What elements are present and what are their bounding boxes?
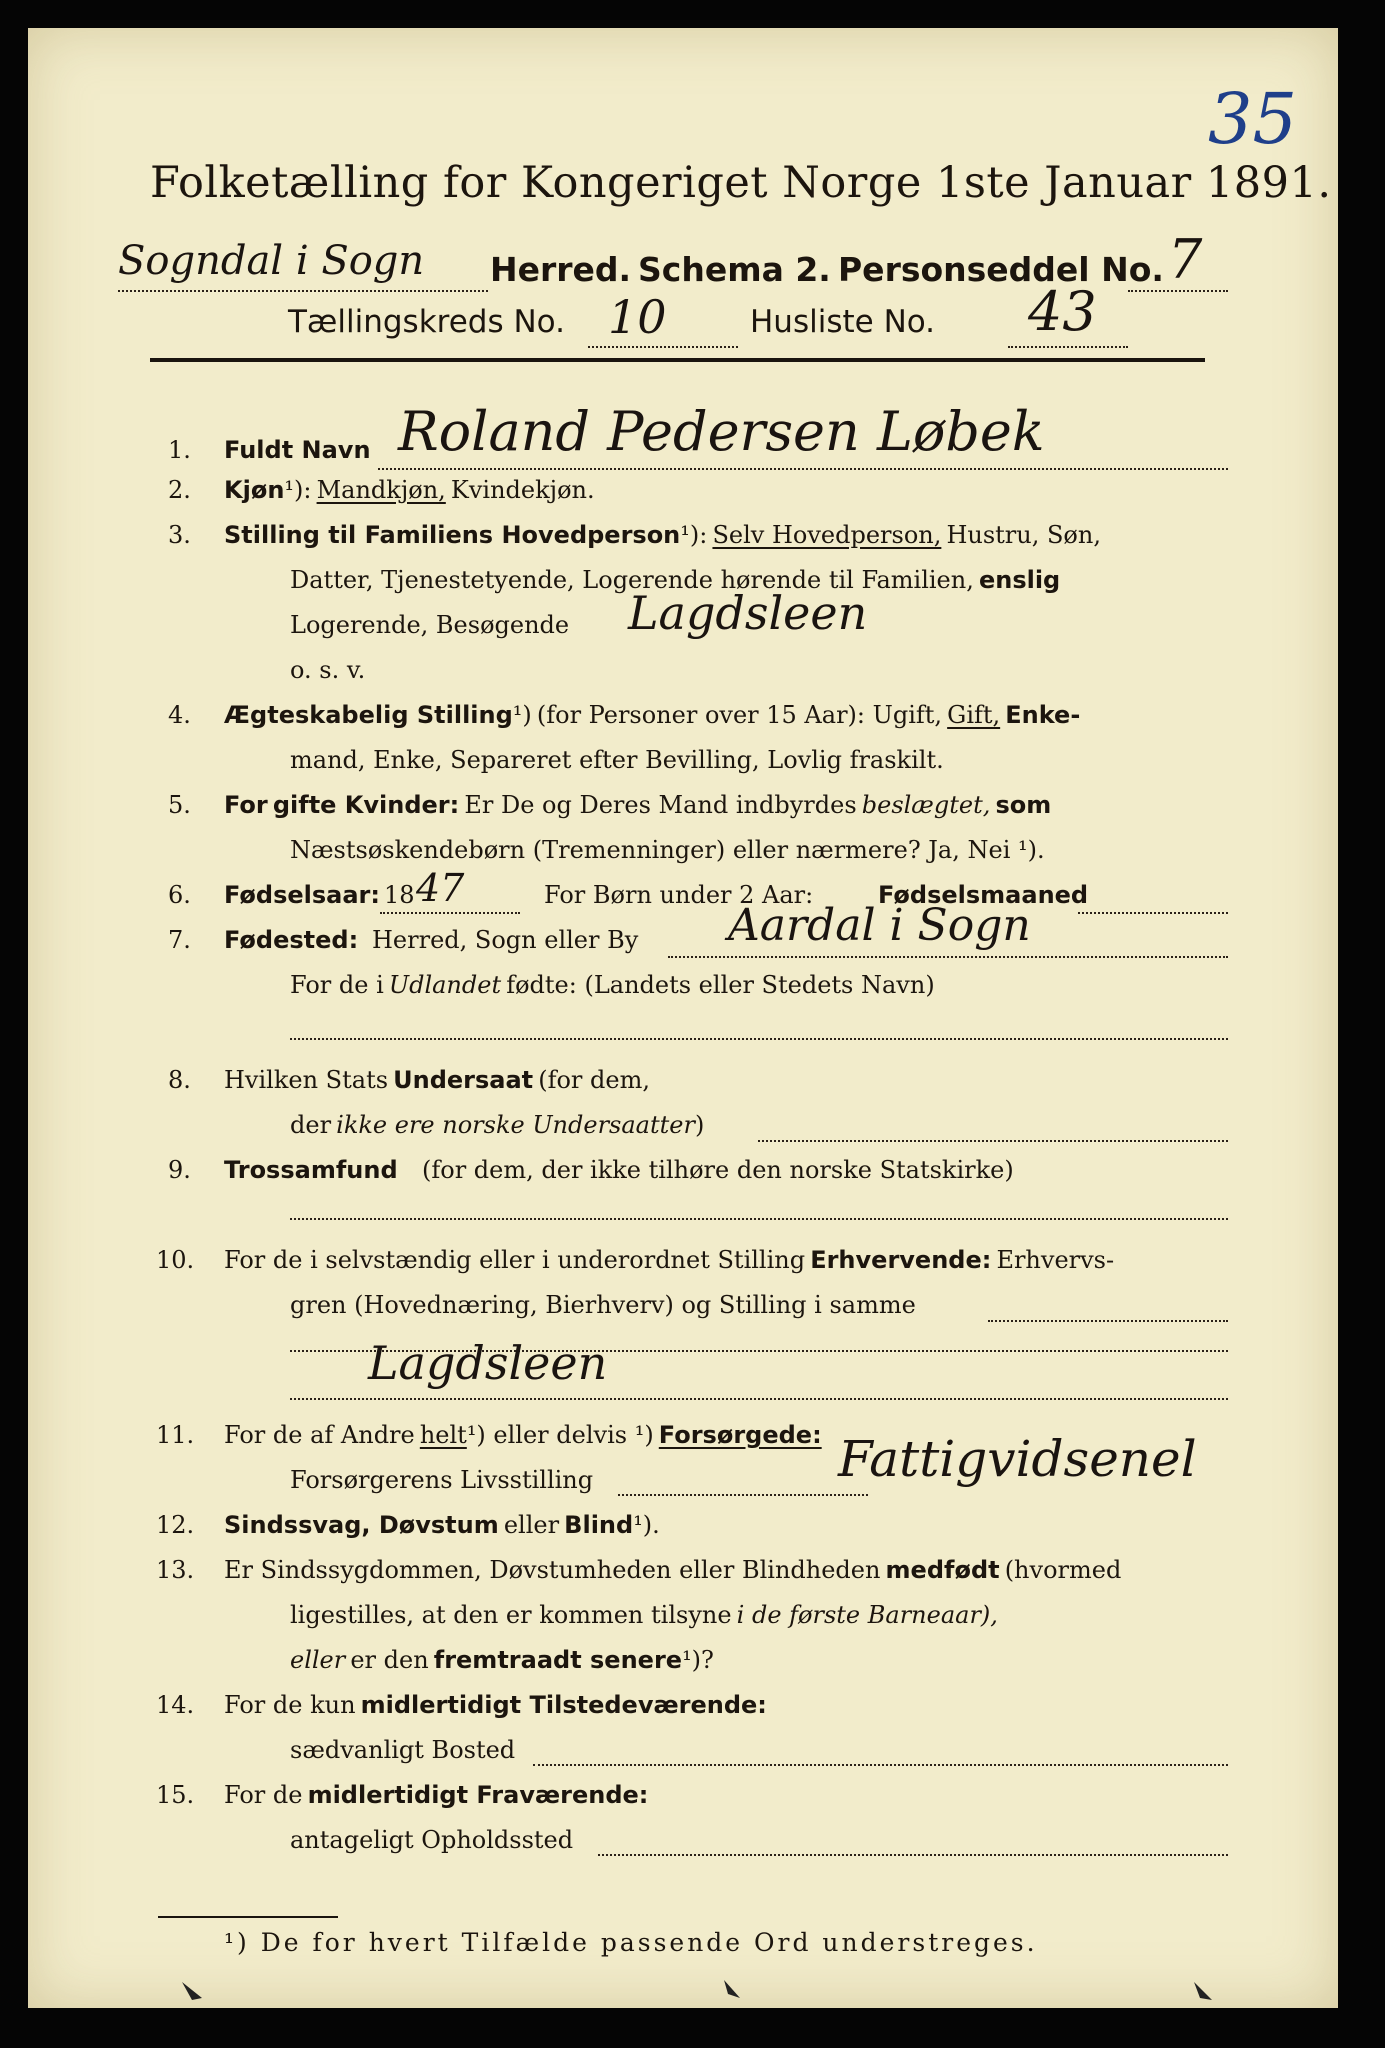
q9-label: Trossamfund xyxy=(224,1156,398,1184)
q13-label: medfødt xyxy=(885,1556,1000,1584)
q13-line3: er den xyxy=(350,1646,429,1674)
q7-label: Fødested: xyxy=(224,926,359,954)
q3-line4: o. s. v. xyxy=(290,656,366,684)
q11-helt: helt xyxy=(419,1421,467,1449)
q8-label: Undersaat xyxy=(393,1066,534,1094)
header-rule xyxy=(150,358,1205,362)
q4-enke: Enke- xyxy=(1005,701,1081,729)
census-form xyxy=(28,28,1338,2008)
q14-pre: For de kun xyxy=(224,1691,356,1719)
q9-text: (for dem, der ikke tilhøre den norske Statskirke) xyxy=(422,1156,1014,1184)
q15-row1 xyxy=(224,1781,648,1809)
q4-row1 xyxy=(224,701,1080,729)
q12-number: 12. xyxy=(156,1511,195,1539)
husliste-label: Husliste No. xyxy=(750,304,936,340)
q3-rest1: Hustru, Søn, xyxy=(946,521,1101,549)
q10-row1 xyxy=(224,1246,1114,1274)
q3-line3: Logerende, Besøgende xyxy=(290,611,570,639)
q4-line2: mand, Enke, Separeret efter Bevilling, Lovlig fraskilt. xyxy=(290,746,944,774)
q1-answer: Roland Pedersen Løbek xyxy=(398,400,1045,463)
q8-text: (for dem, xyxy=(538,1066,650,1094)
q3-enslig: enslig xyxy=(978,566,1061,594)
q8-row2: der ikke ere norske Undersaatter) xyxy=(290,1111,705,1139)
q3-line2: Datter, Tjenestetyende, Logerende hørende til Familien, xyxy=(290,566,974,594)
q2-row xyxy=(224,476,595,504)
q5-line2: Næstsøskendebørn (Tremenninger) eller nærmere? Ja, Nei ¹). xyxy=(290,836,1045,864)
q9-number: 9. xyxy=(168,1156,191,1184)
q6-label: Fødselsaar: xyxy=(224,881,380,909)
q12-tail: ¹). xyxy=(633,1511,660,1539)
q12-label2: Blind xyxy=(564,1511,634,1539)
q4-label: Ægteskabelig Stilling xyxy=(224,701,513,729)
q11-line2: Forsørgerens Livsstilling xyxy=(290,1466,594,1494)
q14-number: 14. xyxy=(156,1691,195,1719)
q6-answer: 47 xyxy=(416,866,465,910)
q1-dotline xyxy=(378,468,1228,470)
q8-number: 8. xyxy=(168,1066,191,1094)
q7-foreign-dotline xyxy=(290,1038,1228,1040)
q10-dotline3 xyxy=(290,1398,1228,1400)
q11-answer: Fattigvidsenel xyxy=(838,1430,1197,1488)
q6-label2: Fødselsmaaned xyxy=(878,881,1089,909)
q15-dotline xyxy=(598,1854,1228,1856)
q11-row1 xyxy=(224,1421,822,1449)
q14-line2: sædvanligt Bosted xyxy=(290,1736,516,1764)
q13-label3: fremtraadt senere xyxy=(433,1646,683,1674)
husliste-handwritten: 43 xyxy=(1028,280,1097,343)
q3-answer: Lagdsleen xyxy=(628,586,868,640)
q15-pre: For de xyxy=(224,1781,303,1809)
q3-sup: ¹): xyxy=(680,521,708,549)
q11-label: Forsørgede: xyxy=(658,1421,822,1449)
q5-row1 xyxy=(224,791,1051,819)
corner-mark-left xyxy=(178,1978,208,2004)
q10-label: Erhvervende: xyxy=(810,1246,992,1274)
q7-line2b: fødte: (Landets eller Stedets Navn) xyxy=(506,971,935,999)
schema-label: Schema 2. xyxy=(638,250,831,289)
personseddel-label: Personseddel No. xyxy=(838,250,1164,289)
q8-dotline xyxy=(758,1140,1228,1142)
q13-line2-italic: i de første Barneaar), xyxy=(736,1601,998,1629)
q2-sup: ¹): xyxy=(284,476,312,504)
q13-line3-tail: ¹)? xyxy=(682,1646,714,1674)
q8-line2-italic: ikke ere norske Undersaatter xyxy=(336,1111,695,1139)
q6-prefix: 18 xyxy=(384,881,415,909)
q1-number: 1. xyxy=(168,436,191,464)
herred-label: Herred. xyxy=(490,250,632,289)
q8-line2a: der xyxy=(290,1111,332,1139)
q3-row1 xyxy=(224,521,1101,549)
q5-italic: beslægtet, xyxy=(861,791,991,819)
q1-label: Fuldt Navn xyxy=(224,436,371,464)
herred-handwritten: Sogndal i Sogn xyxy=(118,238,425,284)
q11-number: 11. xyxy=(156,1421,195,1449)
q10-answer: Lagdsleen xyxy=(368,1336,608,1390)
q11-text: For de af Andre xyxy=(224,1421,415,1449)
kreds-label: Tællingskreds No. xyxy=(288,304,565,340)
q10-dotline1 xyxy=(988,1320,1228,1322)
page-number: 35 xyxy=(1208,78,1298,160)
q13-text: Er Sindssygdommen, Døvstumheden eller Blindheden xyxy=(224,1556,881,1584)
q8-row1 xyxy=(224,1066,650,1094)
q2-number: 2. xyxy=(168,476,191,504)
corner-mark-right xyxy=(1188,1978,1218,2004)
q13-line3-italic: eller xyxy=(290,1646,346,1674)
husliste-dotline xyxy=(1008,346,1128,348)
q7-line2a: For de i xyxy=(290,971,384,999)
q6-number: 6. xyxy=(168,881,191,909)
q13-row1 xyxy=(224,1556,1121,1584)
q12-mid: eller xyxy=(503,1511,560,1539)
q6-month-dotline xyxy=(1078,912,1228,914)
q12-row xyxy=(224,1511,660,1539)
q5-number: 5. xyxy=(168,791,191,819)
q5-label: gifte Kvinder: xyxy=(272,791,460,819)
q14-label: midlertidigt Tilstedeværende: xyxy=(360,1691,767,1719)
q2-label: Kjøn xyxy=(224,476,285,504)
kreds-handwritten: 10 xyxy=(608,290,667,344)
kreds-dotline xyxy=(588,346,738,348)
footnote-rule xyxy=(158,1916,338,1918)
q3-label: Stilling til Familiens Hovedperson xyxy=(224,521,681,549)
q4-selected: Gift, xyxy=(947,701,1001,729)
q10-line2: gren (Hovednæring, Bierhverv) og Stilling i samme xyxy=(290,1291,916,1319)
q5-pre: For xyxy=(224,791,268,819)
footnote: ¹) De for hvert Tilfælde passende Ord understreges. xyxy=(224,1928,1038,1957)
q14-row1 xyxy=(224,1691,767,1719)
q4-number: 4. xyxy=(168,701,191,729)
herred-dotline xyxy=(118,290,488,292)
q15-label: midlertidigt Fraværende: xyxy=(307,1781,649,1809)
q4-sup: ¹) xyxy=(512,701,532,729)
q14-dotline xyxy=(533,1764,1228,1766)
q12-label: Sindssvag, Døvstum xyxy=(224,1511,499,1539)
q9-dotline xyxy=(290,1218,1228,1220)
q2-option-male: Mandkjøn, xyxy=(316,476,446,504)
q6-text: For Børn under 2 Aar: xyxy=(544,881,814,909)
q13-row2 xyxy=(290,1601,998,1629)
q13-line2: ligestilles, at den er kommen tilsyne xyxy=(290,1601,732,1629)
q5-som: som xyxy=(995,791,1052,819)
form-title: Folketælling for Kongeriget Norge 1ste Januar 1891. xyxy=(150,158,1332,208)
q7-line2-italic: Udlandet xyxy=(388,971,502,999)
q5-text1: Er De og Deres Mand indbyrdes xyxy=(464,791,857,819)
q15-line2: antageligt Opholdssted xyxy=(290,1826,574,1854)
q13-tail: (hvormed xyxy=(1004,1556,1122,1584)
q2-option-female: Kvindekjøn. xyxy=(450,476,595,504)
q4-text1: (for Personer over 15 Aar): Ugift, xyxy=(536,701,943,729)
q7-answer: Aardal i Sogn xyxy=(728,900,1031,951)
corner-mark-center xyxy=(718,1976,748,2002)
q11-mid: ¹) eller delvis ¹) xyxy=(466,1421,654,1449)
personseddel-handwritten: 7 xyxy=(1168,228,1203,291)
q13-number: 13. xyxy=(156,1556,195,1584)
q7-row2 xyxy=(290,971,935,999)
q11-dotline xyxy=(618,1494,868,1496)
q6-dotline xyxy=(380,912,520,914)
q13-row3 xyxy=(290,1646,714,1674)
q7-dotline xyxy=(668,956,1228,958)
q3-selected: Selv Hovedperson, xyxy=(712,521,942,549)
q3-number: 3. xyxy=(168,521,191,549)
q7-number: 7. xyxy=(168,926,191,954)
q10-number: 10. xyxy=(156,1246,195,1274)
personseddel-dotline xyxy=(1128,290,1228,292)
q10-text: For de i selvstændig eller i underordnet Stilling xyxy=(224,1246,806,1274)
q10-tail: Erhvervs- xyxy=(996,1246,1115,1274)
q15-number: 15. xyxy=(156,1781,195,1809)
q7-text: Herred, Sogn eller By xyxy=(372,926,639,954)
q8-pre: Hvilken Stats xyxy=(224,1066,389,1094)
